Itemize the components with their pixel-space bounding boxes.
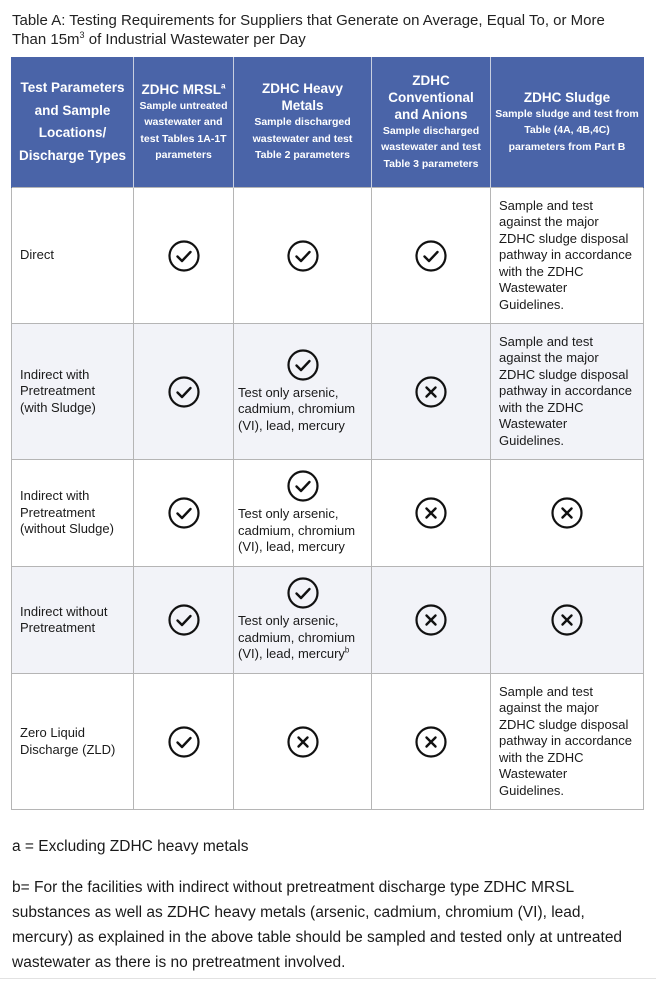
x-circle-icon (415, 604, 447, 636)
sludge-note: Sample and test against the major ZDHC sludge disposal pathway in accordance with the ZDHC Wastewater Guidelines. (499, 197, 632, 312)
heavy-metals-cell (234, 674, 372, 810)
heavy-metals-note-text: Test only arsenic, cadmium, chromium (VI), lead, mercury (238, 384, 356, 433)
header-heavy-metals-title: ZDHC Heavy Metals (261, 81, 344, 114)
discharge-type-cell: Indirect with Pretreatment (with Sludge) (12, 324, 134, 460)
x-circle-icon (287, 726, 319, 758)
sludge-cell (491, 324, 644, 460)
mrsl-cell (134, 567, 234, 674)
table-row (12, 460, 644, 567)
heavy-metals-cell (234, 567, 372, 674)
header-test-parameters-label: Test Parameters and Sample Locations/ Discharge Types (18, 80, 127, 163)
check-circle-icon (287, 240, 319, 272)
footnote-a: a = Excluding ZDHC heavy metals (12, 838, 249, 855)
sludge-cell (491, 567, 644, 674)
x-circle-icon (551, 497, 583, 529)
header-mrsl-title-text: ZDHC MRSL (141, 81, 221, 97)
check-circle-icon (168, 726, 200, 758)
check-circle-icon (168, 376, 200, 408)
table-row (12, 567, 644, 674)
discharge-type-cell: Zero Liquid Discharge (ZLD) (12, 674, 134, 810)
sludge-cell (491, 188, 644, 324)
table-row (12, 324, 644, 460)
conventional-cell (372, 324, 491, 460)
conventional-cell (372, 188, 491, 324)
discharge-type-cell: Direct (12, 188, 134, 324)
table-title-text: Table A: Testing Requirements for Suppliers that Generate on Average, Equal To, or More Than 15m (12, 12, 605, 48)
header-sludge-sub: Sample sludge and test from Table (4A, 4B,4C) parameters from Part B (495, 107, 639, 153)
header-heavy-metals-sub: Sample discharged wastewater and test Table 2 parameters (252, 116, 353, 162)
heavy-metals-note (238, 613, 367, 663)
heavy-metals-note-text: Test only arsenic, cadmium, chromium (VI), lead, mercury (238, 506, 356, 555)
table-title-superscript: 3 (79, 30, 85, 40)
check-circle-icon (415, 240, 447, 272)
x-circle-icon (415, 376, 447, 408)
table-title (12, 11, 642, 49)
header-heavy-metals (234, 57, 372, 188)
heavy-metals-cell (234, 460, 372, 567)
sludge-cell (491, 460, 644, 567)
header-conventional-title: ZDHC Conventional and Anions (388, 72, 474, 122)
table-row (12, 188, 644, 324)
check-circle-icon (287, 470, 319, 502)
mrsl-cell (134, 460, 234, 567)
check-circle-icon (168, 240, 200, 272)
header-conventional-sub: Sample discharged wastewater and test Table 3 parameters (381, 124, 481, 170)
sludge-note: Sample and test against the major ZDHC sludge disposal pathway in accordance with the ZDHC Wastewater Guidelines. (499, 333, 632, 448)
x-circle-icon (551, 604, 583, 636)
footnote-b: b= For the facilities with indirect without pretreatment discharge type ZDHC MRSL substances as well as ZDHC heavy metals (arsenic, cadmium, chromium (VI), lead, mercury) as explained in the above table should be sampled and tested only at untreated wastewater as there is no pretreatment involved. (12, 879, 623, 971)
table-row (12, 674, 644, 810)
check-circle-icon (287, 577, 319, 609)
requirements-table (11, 57, 644, 810)
mrsl-cell (134, 324, 234, 460)
heavy-metals-note (238, 385, 367, 435)
heavy-metals-cell (234, 188, 372, 324)
table-title-text-after: of Industrial Wastewater per Day (84, 31, 306, 48)
check-circle-icon (287, 349, 319, 381)
header-mrsl-sup: a (220, 81, 226, 90)
heavy-metals-note (238, 506, 367, 556)
sludge-note: Sample and test against the major ZDHC sludge disposal pathway in accordance with the ZDHC Wastewater Guidelines. (499, 683, 632, 798)
check-circle-icon (168, 497, 200, 529)
header-row (12, 57, 644, 188)
mrsl-cell (134, 674, 234, 810)
mrsl-cell (134, 188, 234, 324)
discharge-type-cell: Indirect without Pretreatment (12, 567, 134, 674)
x-circle-icon (415, 497, 447, 529)
sludge-cell (491, 674, 644, 810)
conventional-cell (372, 567, 491, 674)
divider (0, 978, 656, 979)
header-conventional (372, 57, 491, 188)
header-test-parameters (12, 57, 134, 188)
heavy-metals-note-text: Test only arsenic, cadmium, chromium (VI), lead, mercury (238, 613, 356, 662)
header-mrsl (134, 57, 234, 188)
header-sludge (491, 57, 644, 188)
conventional-cell (372, 674, 491, 810)
discharge-type-cell: Indirect with Pretreatment (without Sludge) (12, 460, 134, 567)
header-mrsl-title (138, 81, 229, 98)
header-sludge-title: ZDHC Sludge (523, 89, 611, 105)
heavy-metals-cell (234, 324, 372, 460)
conventional-cell (372, 460, 491, 567)
heavy-metals-note-sup: b (344, 645, 350, 655)
x-circle-icon (415, 726, 447, 758)
check-circle-icon (168, 604, 200, 636)
header-mrsl-sub: Sample untreated wastewater and test Tables 1A-1T parameters (139, 99, 228, 161)
